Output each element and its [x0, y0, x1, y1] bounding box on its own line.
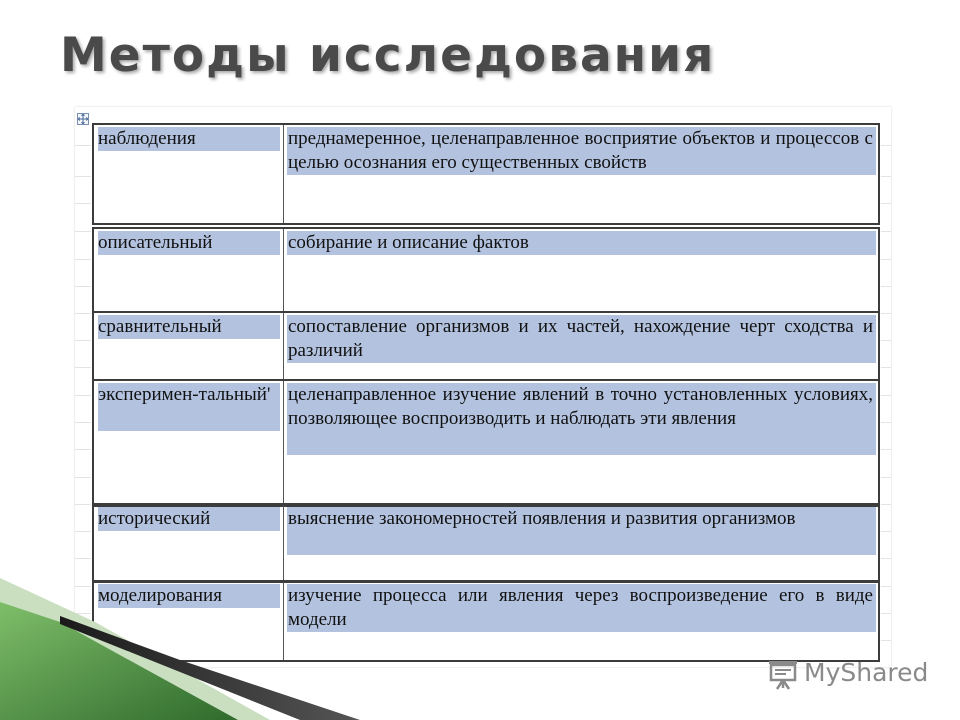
table-move-handle-icon[interactable]	[77, 113, 89, 125]
logo-text: MyShared	[804, 658, 929, 687]
method-name: описательный	[98, 232, 213, 253]
table-row	[92, 123, 880, 225]
method-description: преднамеренное, целенаправленное восприятие объектов и процессов с целью осознания его существенных свойств	[288, 128, 873, 173]
table-row	[92, 379, 880, 507]
method-description: изучение процесса или явления через воспроизведение его в виде модели	[288, 585, 873, 630]
method-name: исторический	[98, 508, 211, 529]
method-name: эксперимен-тальный'	[98, 384, 271, 405]
method-description: сопоставление организмов и их частей, нахождение черт сходства и различий	[288, 316, 873, 361]
projector-screen-icon	[766, 657, 800, 691]
table-row	[92, 311, 880, 381]
myshared-logo	[766, 655, 936, 695]
method-name: моделирования	[98, 585, 222, 606]
corner-decoration	[0, 560, 360, 720]
method-description: выяснение закономерностей появления и развития организмов	[288, 508, 796, 529]
method-name: наблюдения	[98, 128, 196, 149]
method-description: собирание и описание фактов	[288, 232, 529, 253]
table-row	[92, 227, 880, 313]
method-name: сравнительный	[98, 316, 222, 337]
method-description: целенаправленное изучение явлений в точно установленных условиях, позволяющее воспроизводить и наблюдать эти явления	[288, 384, 873, 429]
slide-title: Методы исследования	[60, 28, 716, 83]
